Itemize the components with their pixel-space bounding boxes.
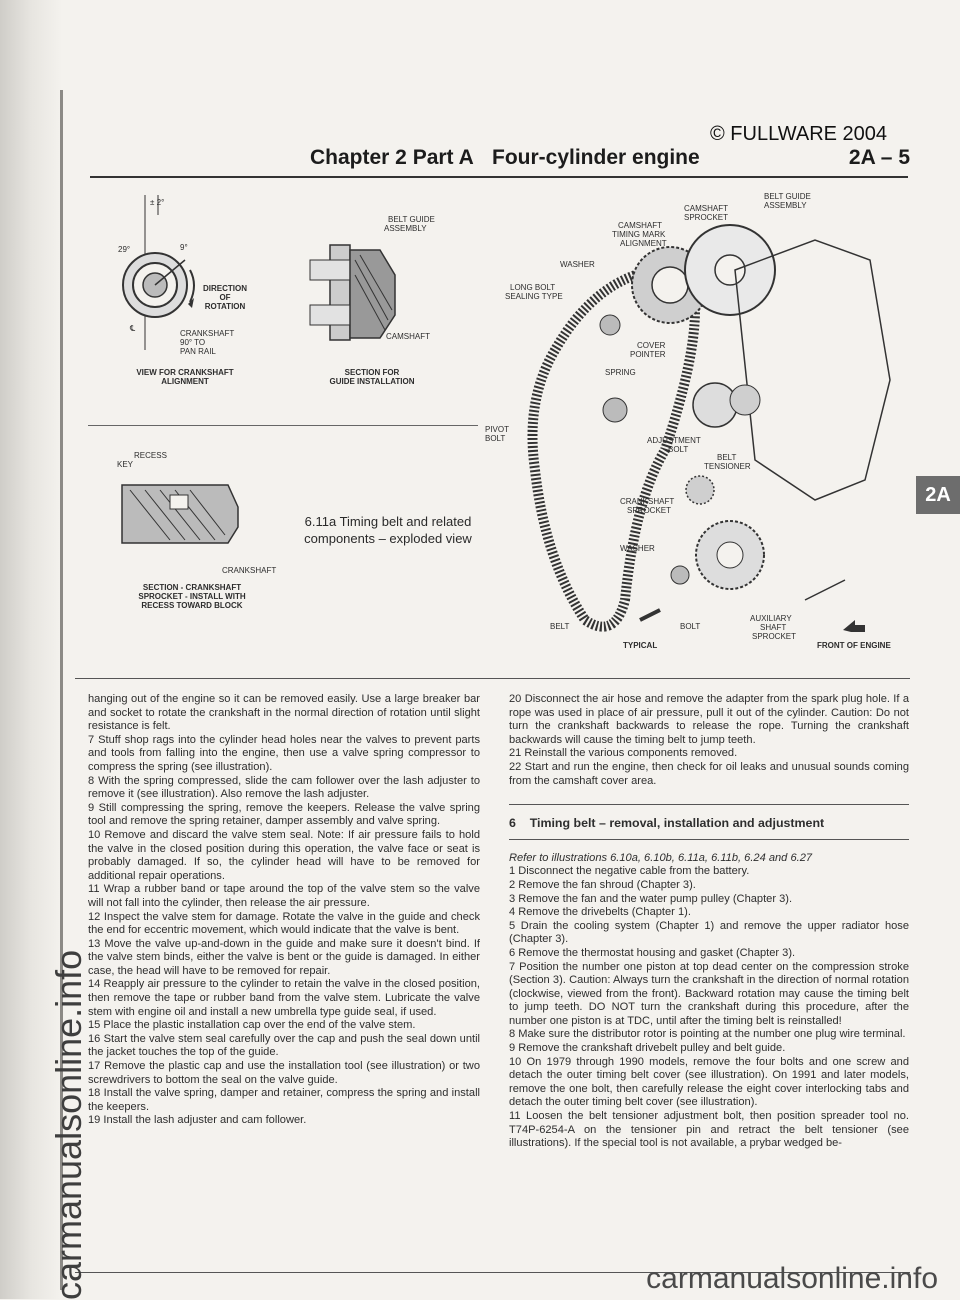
cam-timing-label3: ALIGNMENT <box>620 239 667 248</box>
adjustment-bolt-label: BOLT <box>668 445 689 454</box>
cover-label: COVER <box>637 341 666 350</box>
camshaft-label: CAMSHAFT <box>386 332 430 341</box>
crank-sprocket-label: CRANKSHAFT <box>620 497 675 506</box>
right-text-column <box>509 693 909 1151</box>
figure-divider <box>88 425 478 426</box>
adjustment-label: ADJUSTMENT <box>647 436 701 445</box>
ninety-to-label: 90° TO <box>180 338 206 347</box>
spring-label: SPRING <box>605 368 636 377</box>
view-caption-line2: ALIGNMENT <box>161 377 209 386</box>
crankshaft-label: CRANKSHAFT <box>180 329 235 338</box>
timing-step-1: 1 Disconnect the negative cable from the battery. <box>509 865 750 878</box>
timing-step-8: 8 Make sure the distributor rotor is pointing at the number one plug wire terminal. <box>509 1028 906 1041</box>
shaft-label: SHAFT <box>760 623 787 632</box>
right-step-20: 20 Disconnect the air hose and remove the adapter from the spark plug hole. If a rope was used in place of air pressure, pull it out of the cylinder. Caution: Do not turn the crankshaft backwards to release the rope. Turning the crankshaft backwards will cause the timing belt to jump teeth. <box>509 693 909 746</box>
section-title: Timing belt – removal, installation and adjustment <box>529 816 825 831</box>
typical-label: TYPICAL <box>623 641 658 650</box>
content-divider <box>75 678 910 679</box>
of-label: OF <box>219 293 231 302</box>
timing-step-7: 7 Position the number one piston at top dead center on the compression stroke (Section 3). Caution: Always turn the crankshaft in the direction of normal rotation (clockwise, viewed from the front). Backward rotation may cause the timing belt to jump teeth. DO NOT turn the crankshaft during this procedure, after the number one piston is at TDC, until after the timing belt is reinstalled! <box>509 960 909 1027</box>
section-caption-line1: SECTION FOR <box>344 368 400 377</box>
pivot-bolt-label: BOLT <box>485 434 506 443</box>
direction-label: DIRECTION <box>203 284 247 293</box>
timing-step-5: 5 Drain the cooling system (Chapter 1) and remove the upper radiator hose (Chapter 3). <box>509 919 909 946</box>
sprocket-caption-line2: SPROCKET - INSTALL WITH <box>138 592 246 601</box>
chapter-label: Chapter 2 Part A <box>310 146 474 169</box>
sprocket-caption-line1: SECTION - CRANKSHAFT <box>142 583 242 592</box>
left-step-11: 11 Wrap a rubber band or tape around the top of the valve stem so the valve will not fall into the cylinder, then release the air pressure. <box>88 883 480 909</box>
timing-step-11: 11 Loosen the belt tensioner adjustment bolt, then position spreader tool no. T74P-6254-A on the tensioner pin and retract the belt tensioner (see illustrations). If the special tool is not available, a prybar wedged be- <box>509 1110 909 1150</box>
left-step-17: 17 Remove the plastic cap and use the installation tool (see illustration) or two screwdrivers to bottom the seal on the valve guide. <box>88 1060 480 1086</box>
illustration-reference: Refer to illustrations 6.10a, 6.10b, 6.11a, 6.11b, 6.24 and 6.27 <box>509 851 813 864</box>
section-rule-top <box>509 804 909 805</box>
washer-label: WASHER <box>560 260 595 269</box>
timing-step-6: 6 Remove the thermostat housing and gasket (Chapter 3). <box>509 946 796 959</box>
bolt-label: BOLT <box>680 622 701 631</box>
side-watermark: carmanualsonline.info <box>48 949 89 1300</box>
right-step-21: 21 Reinstall the various components removed. <box>509 747 738 760</box>
exploded-view-drawing <box>485 200 910 670</box>
timing-step-3: 3 Remove the fan and the water pump pulley (Chapter 3). <box>509 892 793 905</box>
belt-label: BELT <box>550 622 570 631</box>
copyright-notice: © FULLWARE 2004 <box>710 123 888 145</box>
angle-29-label: 29° <box>118 245 131 254</box>
belt-label-tensioner: BELT <box>717 453 737 462</box>
left-step-19: 19 Install the lash adjuster and cam follower. <box>88 1114 307 1127</box>
pivot-label: PIVOT <box>485 425 510 434</box>
left-step-15: 15 Place the plastic installation cap over the end of the valve stem. <box>88 1019 416 1032</box>
sprocket-caption-line3: RECESS TOWARD BLOCK <box>141 601 243 610</box>
bottom-watermark: carmanualsonline.info <box>646 1262 938 1295</box>
section-caption-line2: GUIDE INSTALLATION <box>329 377 415 386</box>
left-step-10: 10 Remove and discard the valve stem seal. Note: If air pressure fails to hold the valve in the closed position during this operation, the valve face or seat is probably damaged. If so, the cylinder head will have to be removed for additional repair operations. <box>88 828 480 882</box>
belt-guide-label: BELT GUIDE <box>388 215 435 224</box>
auxiliary-label: AUXILIARY <box>750 614 792 623</box>
left-step-16: 16 Start the valve stem seal carefully over the cap and push the seal down until the jacket touches the top of the guide. <box>88 1032 480 1059</box>
left-step-14: 14 Reapply air pressure to the cylinder to retain the valve in the closed position, then remove the tape or rubber band from the valve stem. Lubricate the valve stem with engine oil and install a new umbrella type guide seal, if used. <box>88 978 480 1018</box>
header-rule <box>90 176 908 178</box>
timing-step-10: 10 On 1979 through 1990 models, remove the four bolts and one screw and detach the outer timing belt cover (see illustration). On 1991 and later models, remove the one bolt, then carefully release the eight cover interlocking tabs and detach the outer timing belt cover (see illustration). <box>509 1055 909 1109</box>
long-bolt-label: LONG BOLT <box>510 283 556 292</box>
left-para-continuation: hanging out of the engine so it can be removed easily. Use a large breaker bar and socket to rotate the crankshaft in the normal direction of rotation until slight resistance is felt. <box>88 693 480 733</box>
pointer-label: POINTER <box>630 350 666 359</box>
section-heading <box>509 817 909 831</box>
view-caption-line1: VIEW FOR CRANKSHAFT <box>136 368 234 377</box>
angle-9-label: 9° <box>180 243 188 252</box>
crankshaft-label: CRANKSHAFT <box>222 566 277 575</box>
cam-timing-label2: TIMING MARK <box>612 230 666 239</box>
caption-line1: 6.11a Timing belt and related <box>304 514 472 529</box>
left-step-18: 18 Install the valve spring, damper and retainer, compress the spring and install the keepers. <box>88 1087 480 1113</box>
left-step-9: 9 Still compressing the spring, remove the keepers. Release the valve spring tool and remove the spring retainer, damper assembly and valve spring. <box>88 801 480 828</box>
tolerance-label: ± 2° <box>150 198 165 207</box>
section-tab: 2A <box>916 476 960 514</box>
caption-line2: components – exploded view <box>304 531 472 546</box>
assembly-label: ASSEMBLY <box>384 224 427 233</box>
timing-step-2: 2 Remove the fan shroud (Chapter 3). <box>509 878 696 891</box>
left-text-column <box>88 693 480 1128</box>
section-number: 6 <box>509 816 516 831</box>
belt-guide-label: BELT GUIDE <box>764 192 811 201</box>
sealing-type-label: SEALING TYPE <box>505 292 563 301</box>
cam-sprocket-label: CAMSHAFT <box>684 204 728 213</box>
left-step-8: 8 With the spring compressed, slide the cam follower over the lash adjuster to remove it (see illustration). Also remove the lash adjuster. <box>88 774 480 801</box>
crank-sprocket-label2: SPROCKET <box>627 506 672 515</box>
front-arrow-icon <box>843 618 865 634</box>
timing-step-4: 4 Remove the drivebelts (Chapter 1). <box>509 906 691 919</box>
right-step-22: 22 Start and run the engine, then check for oil leaks and unusual sounds coming from the camshaft cover area. <box>509 760 909 787</box>
tensioner-label: TENSIONER <box>704 462 751 471</box>
page-number: 2A – 5 <box>848 146 910 169</box>
figure-caption <box>288 513 488 547</box>
pan-rail-label: PAN RAIL <box>180 347 216 356</box>
left-step-7: 7 Stuff shop rags into the cylinder head holes near the valves to prevent parts and tools from falling into the engine, then use a valve spring compressor to compress the spring (see illustration). <box>88 733 480 773</box>
recess-label: RECESS <box>134 451 167 460</box>
cam-timing-label: CAMSHAFT <box>618 221 662 230</box>
chapter-title: Four-cylinder engine <box>492 146 700 169</box>
key-label: KEY <box>117 460 134 469</box>
cam-sprocket-label2: SPROCKET <box>684 213 729 222</box>
left-step-13: 13 Move the valve up-and-down in the guide and make sure it doesn't bind. If the valve stem binds, either the valve is bent or the guide is damaged. In either case, the head will have to be removed for repair. <box>88 937 480 977</box>
left-step-12: 12 Inspect the valve stem for damage. Rotate the valve in the guide and check the end for eccentric movement, which would indicate that the valve is bent. <box>88 910 480 937</box>
crankshaft-sprocket-drawing <box>110 465 280 565</box>
rotation-label: ROTATION <box>204 302 246 311</box>
cl-symbol: ℄ <box>130 324 136 333</box>
page-header <box>310 146 910 172</box>
washer-label-2: WASHER <box>620 544 655 553</box>
timing-step-9: 9 Remove the crankshaft drivebelt pulley and belt guide. <box>509 1042 786 1055</box>
belt-guide-assembly-label: ASSEMBLY <box>764 201 807 210</box>
front-of-engine-label: FRONT OF ENGINE <box>817 641 891 650</box>
aux-sprocket-label: SPROCKET <box>752 632 797 641</box>
